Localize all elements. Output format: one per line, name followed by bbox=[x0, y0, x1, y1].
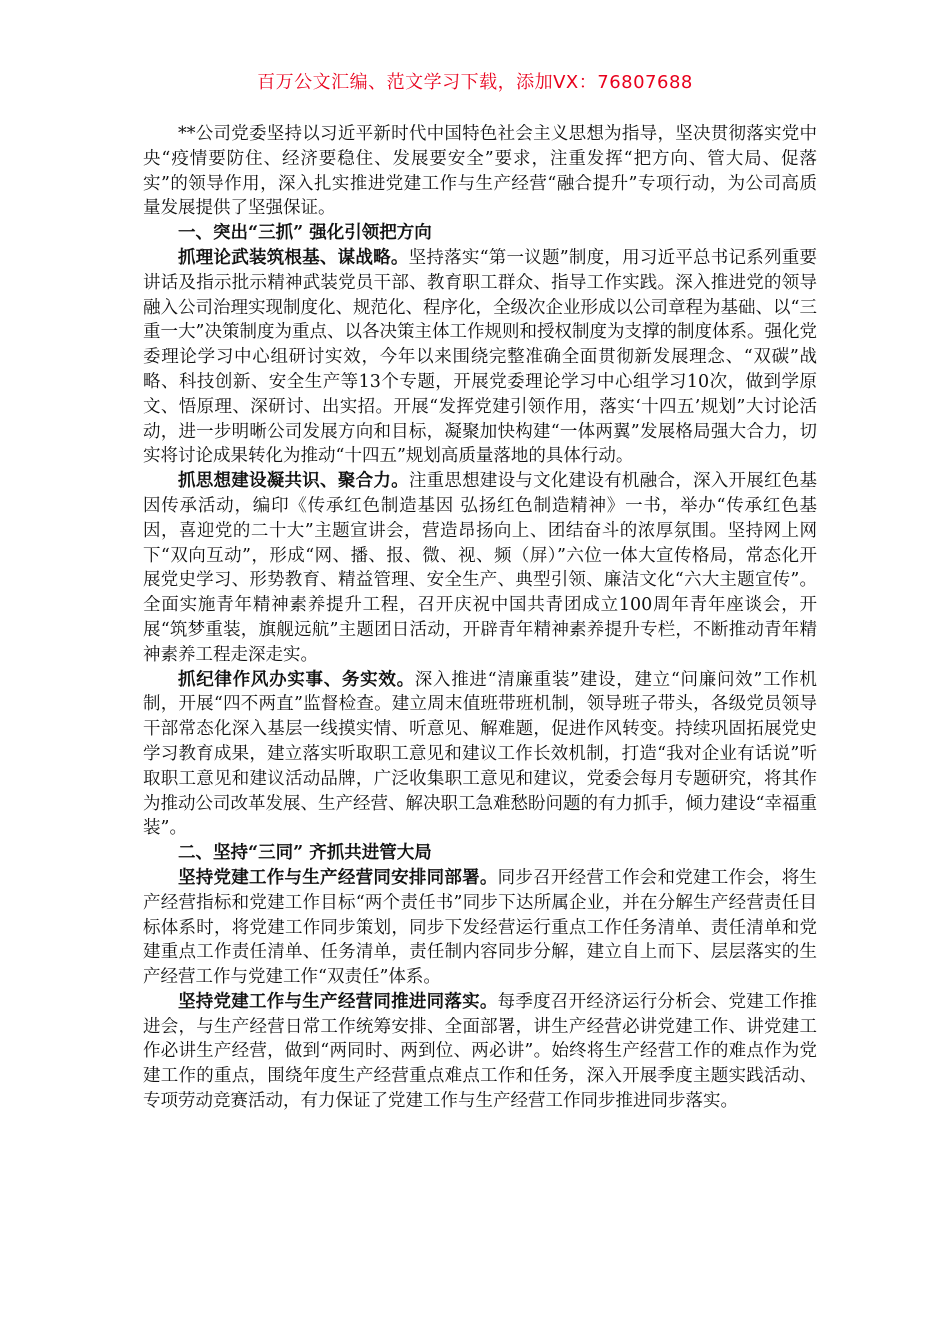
watermark-header: 百万公文汇编、范文学习下载，添加VX：76807688 bbox=[257, 72, 693, 93]
document-body bbox=[143, 122, 817, 1114]
paragraph-implement bbox=[143, 990, 817, 1114]
paragraph-text: 深入推进“清廉重装”建设，建立“问廉问效”工作机制，开展“四不两直”监督检查。建立周末值班带班机制，领导班子带头，各级党员领导干部常态化深入基层一线摸实情、听意见、解难题，促进作风转变。持续巩固拓展党史学习教育成果，建立落实听取职工意见和建议工作长效机制，打造“我对企业有话说”听取职工意见和建议活动品牌，广泛收集职工意见和建议，党委会每月专题研究，将其作为推动公司改革发展、生产经营、解决职工急难愁盼问题的有力抓手，倾力建设“幸福重装”。 bbox=[143, 669, 817, 839]
paragraph-discipline bbox=[143, 668, 817, 842]
paragraph-theory bbox=[143, 246, 817, 469]
paragraph-deploy bbox=[143, 866, 817, 990]
paragraph-lead: 抓思想建设凝共识、聚合力。 bbox=[178, 471, 409, 492]
intro-paragraph: **公司党委坚持以习近平新时代中国特色社会主义思想为指导，坚决贯彻落实党中央“疫情要防住、经济要稳住、发展要安全”要求，注重发挥“把方向、管大局、促落实”的领导作用，深入扎实推进党建工作与生产经营“融合提升”专项行动，为公司高质量发展提供了坚强保证。 bbox=[143, 124, 817, 219]
paragraph-lead: 坚持党建工作与生产经营同安排同部署。 bbox=[178, 867, 498, 888]
paragraph-text: 坚持落实“第一议题”制度，用习近平总书记系列重要讲话及指示批示精神武装党员干部、教育职工群众、指导工作实践。深入推进党的领导融入公司治理实现制度化、规范化、程序化，全级次企业形成以公司章程为基础、以“三重一大”决策制度为重点、以各决策主体工作规则和授权制度为支撑的制度体系。强化党委理论学习中心组研讨实效，今年以来围绕完整准确全面贯彻新发展理念、“双碳”战略、科技创新、安全生产等13个专题，开展党委理论学习中心组学习10次，做到学原文、悟原理、深研讨、出实招。开展“发挥党建引领作用，落实‘十四五’规划”大讨论活动，进一步明晰公司发展方向和目标，凝聚加快构建“一体两翼”发展格局强大合力，切实将讨论成果转化为推动“十四五”规划高质量落地的具体行动。 bbox=[143, 247, 817, 467]
paragraph-ideology bbox=[143, 469, 817, 667]
paragraph-lead: 坚持党建工作与生产经营同推进同落实。 bbox=[178, 991, 498, 1012]
section-heading-1: 一、突出“三抓” 强化引领把方向 bbox=[178, 223, 432, 244]
section-heading-2: 二、坚持“三同” 齐抓共进管大局 bbox=[178, 843, 432, 864]
paragraph-text: 注重思想建设与文化建设有机融合，深入开展红色基因传承活动，编印《传承红色制造基因 弘扬红色制造精神》一书，举办“传承红色基因，喜迎党的二十大”主题宣讲会，营造昂扬向上、团结奋斗的浓厚氛围。坚持网上网下“双向互动”，形成“网、播、报、微、视、频（屏）”六位一体大宣传格局，常态化开展党史学习、形势教育、精益管理、安全生产、典型引领、廉洁文化“六大主题宣传”。全面实施青年精神素养提升工程，召开庆祝中国共青团成立100周年青年座谈会，开展“筑梦重装，旗舰远航”主题团日活动，开辟青年精神素养提升专栏，不断推动青年精神素养工程走深走实。 bbox=[143, 471, 817, 665]
paragraph-text: 同步召开经营工作会和党建工作会，将生产经营指标和党建工作目标“两个责任书”同步下达所属企业，并在分解生产经营责任目标体系时，将党建工作同步策划，同步下发经营运行重点工作任务清单、责任清单和党建重点工作责任清单、任务清单，责任制内容同步分解，建立自上而下、层层落实的生产经营工作与党建工作“双责任”体系。 bbox=[143, 867, 818, 988]
paragraph-text: 每季度召开经济运行分析会、党建工作推进会，与生产经营日常工作统筹安排、全面部署，讲生产经营必讲党建工作、讲党建工作必讲生产经营，做到“两同时、两到位、两必讲”。始终将生产经营工作的难点作为党建工作的重点，围绕年度生产经营重点难点工作和任务，深入开展季度主题实践活动、专项劳动竞赛活动，有力保证了党建工作与生产经营工作同步推进同步落实。 bbox=[143, 991, 818, 1112]
paragraph-lead: 抓理论武装筑根基、谋战略。 bbox=[178, 247, 409, 268]
paragraph-lead: 抓纪律作风办实事、务实效。 bbox=[178, 669, 415, 690]
